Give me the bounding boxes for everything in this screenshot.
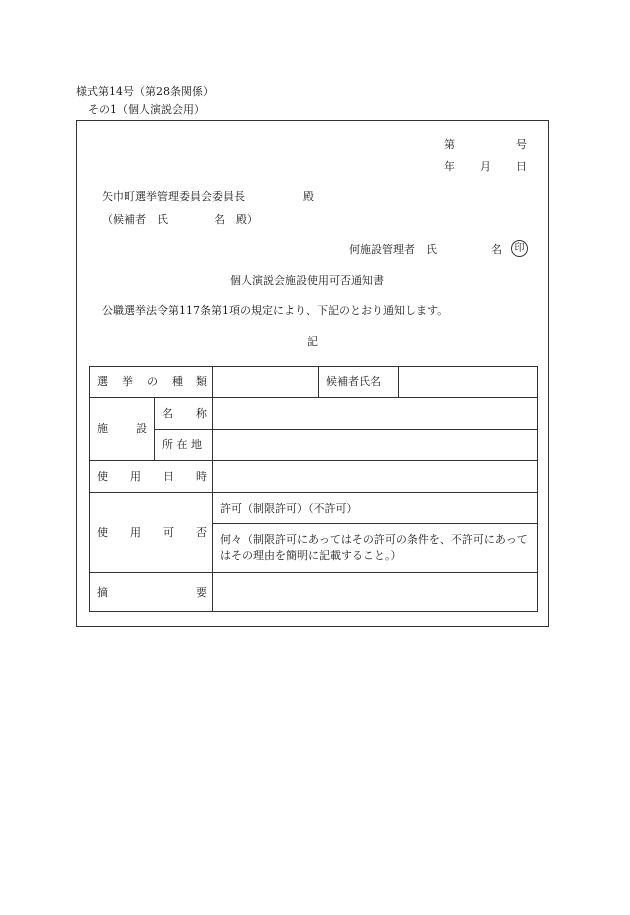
date-year: 年: [444, 160, 455, 173]
label-election-type-char: 種: [172, 375, 183, 388]
label-datetime-char: 日: [163, 470, 174, 483]
addressee-candidate: （候補者 氏: [102, 213, 168, 226]
seal-mark: 印: [511, 240, 528, 257]
date-day: 日: [516, 160, 527, 173]
addressee-chairman: 矢巾町選挙管理委員会委員長: [102, 190, 245, 203]
label-location: 所 在 地: [162, 438, 202, 451]
addressee-candidate-tono: 殿）: [236, 213, 258, 226]
ki-mark: 記: [307, 335, 318, 348]
table-col-line: [154, 397, 155, 460]
label-name-char: 称: [196, 407, 207, 420]
sender-name-char: 名: [491, 243, 502, 256]
label-permission-char: 否: [196, 526, 207, 539]
table-border-right: [537, 366, 538, 612]
table-col-line: [212, 366, 213, 612]
table-row-line: [212, 523, 537, 524]
label-name-char: 名: [162, 407, 173, 420]
number-dai: 第: [444, 138, 455, 151]
table-border-left: [89, 366, 90, 612]
table-row-line: [89, 492, 537, 493]
label-permission-char: 可: [163, 526, 174, 539]
table-row-line: [89, 460, 537, 461]
body-text: 公職選挙法令第117条第1項の規定により、下記のとおり通知します。: [102, 304, 449, 317]
label-election-type-char: の: [147, 375, 158, 388]
label-election-type-char: 挙: [122, 375, 133, 388]
label-datetime-char: 用: [130, 470, 141, 483]
label-facility-char: 施: [97, 422, 108, 435]
label-election-type-char: 選: [97, 375, 108, 388]
table-col-line: [318, 366, 319, 397]
document-title: 個人演説会施設使用可否通知書: [230, 274, 384, 287]
sender-label: 何施設管理者 氏: [349, 243, 437, 256]
date-month: 月: [480, 160, 491, 173]
table-border-top: [89, 366, 537, 367]
label-permission-char: 用: [130, 526, 141, 539]
label-datetime-char: 使: [97, 470, 108, 483]
addressee-tono: 殿: [303, 190, 314, 203]
permit-options: 許可（制限許可）（不許可）: [220, 502, 358, 515]
addressee-candidate-name: 名: [214, 213, 225, 226]
number-go: 号: [516, 138, 527, 151]
label-datetime-char: 時: [196, 470, 207, 483]
table-row-line: [89, 572, 537, 573]
label-permission-char: 使: [97, 526, 108, 539]
permit-note: 何々（制限許可にあってはその許可の条件を、不許可にあってはその理由を簡明に記載すること。）: [220, 533, 528, 562]
label-summary-char: 要: [196, 586, 207, 599]
form-subtitle: その1（個人演説会用）: [88, 103, 205, 116]
label-election-type-char: 類: [196, 375, 207, 388]
table-row-line: [89, 397, 537, 398]
form-number: 様式第14号（第28条関係）: [76, 85, 214, 98]
label-facility-char: 設: [136, 422, 147, 435]
label-summary-char: 摘: [97, 586, 108, 599]
table-border-bottom: [89, 611, 537, 612]
table-col-line: [398, 366, 399, 397]
label-candidate-name: 候補者氏名: [326, 375, 381, 388]
